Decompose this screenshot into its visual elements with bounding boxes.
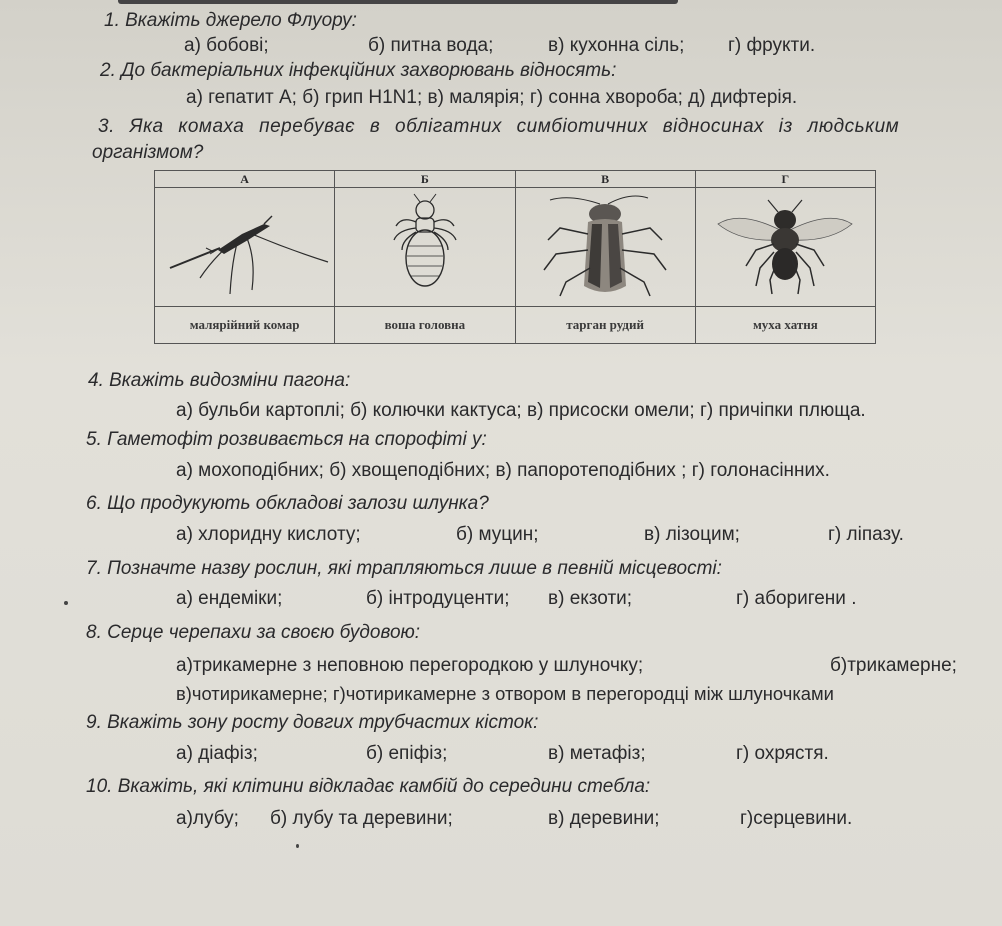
q8-option-b: б)трикамерне; xyxy=(830,655,957,676)
q6-option-c: в) лізоцим; xyxy=(644,524,740,545)
q7-option-a: а) ендеміки; xyxy=(176,588,283,609)
q7-option-d: г) аборигени . xyxy=(736,588,857,609)
caption-cockroach: тарган рудий xyxy=(515,307,695,344)
column-letter-c: В xyxy=(515,171,695,188)
q9-option-c: в) метафіз; xyxy=(548,743,646,764)
stray-dot xyxy=(64,601,68,605)
cut-off-heading xyxy=(118,0,678,4)
question-2: 2. До бактеріальних інфекційних захворювань відносять: xyxy=(100,60,617,81)
q2-options: а) гепатит А; б) грип H1N1; в) малярія; г) сонна хвороба; д) дифтерія. xyxy=(186,87,798,108)
q4-options: а) бульби картоплі; б) колючки кактуса; в) присоски омели; г) причіпки плюща. xyxy=(176,400,866,421)
q9-option-b: б) епіфіз; xyxy=(366,743,448,764)
question-3-line-2: організмом? xyxy=(92,142,204,163)
louse-cell xyxy=(335,188,515,307)
mosquito-icon xyxy=(160,190,330,300)
question-7: 7. Позначте назву рослин, які трапляються лише в певній місцевості: xyxy=(86,558,722,579)
q9-option-a: а) діафіз; xyxy=(176,743,258,764)
caption-fly: муха хатня xyxy=(695,307,875,344)
q6-option-a: а) хлоридну кислоту; xyxy=(176,524,361,545)
insect-table xyxy=(154,170,876,344)
fly-cell xyxy=(695,188,875,307)
q7-option-c: в) екзоти; xyxy=(548,588,633,609)
question-3-line-1: 3. Яка комаха перебуває в облігатних симбіотичних відносинах із людським xyxy=(98,116,900,137)
q9-option-d: г) охрястя. xyxy=(736,743,829,764)
fly-icon xyxy=(710,190,860,300)
q10-option-a: а)лубу; xyxy=(176,808,239,829)
question-4: 4. Вкажіть видозміни пагона: xyxy=(88,370,351,391)
q1-option-d: г) фрукти. xyxy=(728,35,816,56)
mosquito-cell xyxy=(155,188,335,307)
cockroach-icon xyxy=(530,190,680,300)
q10-option-c: в) деревини; xyxy=(548,808,660,829)
column-letter-b: Б xyxy=(335,171,515,188)
q8-options-line-2: в)чотирикамерне; г)чотирикамерне з отвором в перегородці між шлуночками xyxy=(176,683,834,704)
q8-option-a: а)трикамерне з неповною перегородкою у шлуночку; xyxy=(176,655,644,676)
q7-option-b: б) інтродуценти; xyxy=(366,588,510,609)
question-10: 10. Вкажіть, які клітини відкладає камбій до середини стебла: xyxy=(86,776,651,797)
column-letter-a: А xyxy=(155,171,335,188)
q1-option-c: в) кухонна сіль; xyxy=(548,35,685,56)
louse-icon xyxy=(380,190,470,300)
question-1: 1. Вкажіть джерело Флуору: xyxy=(104,10,357,31)
caption-mosquito: малярійний комар xyxy=(155,307,335,344)
stray-dot xyxy=(296,844,299,848)
q1-option-b: б) питна вода; xyxy=(368,35,494,56)
q6-option-b: б) муцин; xyxy=(456,524,539,545)
caption-louse: воша головна xyxy=(335,307,515,344)
question-9: 9. Вкажіть зону росту довгих трубчастих кісток: xyxy=(86,712,539,733)
q10-option-b: б) лубу та деревини; xyxy=(270,808,453,829)
q10-option-d: г)серцевини. xyxy=(740,808,853,829)
column-letter-d: Г xyxy=(695,171,875,188)
question-5: 5. Гаметофіт розвивається на спорофіті у: xyxy=(86,429,487,450)
q6-option-d: г) ліпазу. xyxy=(828,524,904,545)
cockroach-cell xyxy=(515,188,695,307)
question-6: 6. Що продукують обкладові залози шлунка? xyxy=(86,493,489,514)
question-8: 8. Серце черепахи за своєю будовою: xyxy=(86,622,421,643)
q5-options: а) мохоподібних; б) хвощеподібних; в) папоротеподібних ; г) голонасінних. xyxy=(176,460,830,481)
q1-option-a: а) бобові; xyxy=(184,35,269,56)
